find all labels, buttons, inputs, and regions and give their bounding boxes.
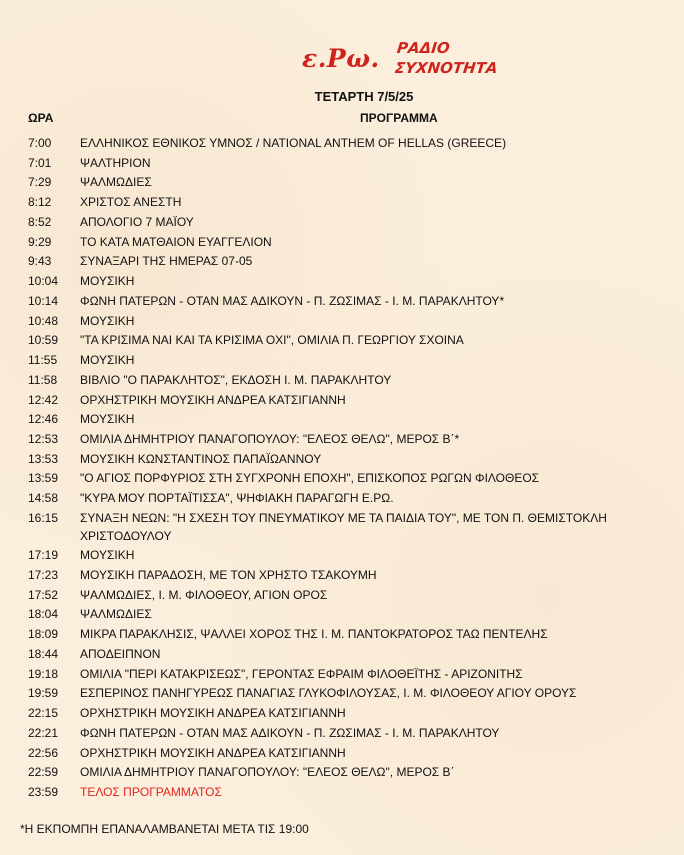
schedule-program: ΟΜΙΛΙΑ ΔΗΜΗΤΡΙΟΥ ΠΑΝΑΓΟΠΟΥΛΟΥ: "ΕΛΕΟΣ ΘΕΛΩ", ΜΕΡΟΣ Β΄* (80, 432, 460, 447)
schedule-program: ΧΡΙΣΤΟΣ ΑΝΕΣΤΗ (80, 195, 182, 210)
schedule-program: "Ο ΑΓΙΟΣ ΠΟΡΦΥΡΙΟΣ ΣΤΗ ΣΥΓΧΡΟΝΗ ΕΠΟΧΗ", ΕΠΙΣΚΟΠΟΣ ΡΩΓΩΝ ΦΙΛΟΘΕΟΣ (80, 471, 540, 486)
schedule-program: ΒΙΒΛΙΟ "Ο ΠΑΡΑΚΛΗΤΟΣ", ΕΚΔΟΣΗ Ι. Μ. ΠΑΡΑΚΛΗΤΟΥ (80, 372, 392, 387)
schedule-time: 22:21 (28, 725, 59, 740)
schedule-row (28, 666, 668, 684)
schedule-time: 7:01 (28, 155, 52, 170)
schedule-row (28, 567, 668, 585)
schedule-time: 10:04 (28, 274, 59, 289)
schedule-time: 18:44 (28, 646, 59, 661)
schedule-time: 7:29 (28, 175, 52, 190)
schedule-row (28, 174, 668, 192)
schedule-row (28, 372, 668, 390)
schedule-list (28, 135, 668, 804)
schedule-row (28, 705, 668, 723)
schedule-time: 22:56 (28, 745, 59, 760)
schedule-program: ΜΟΥΣΙΚΗ (80, 274, 135, 289)
schedule-row (28, 155, 668, 173)
schedule-time: 17:52 (28, 587, 59, 602)
schedule-program: ΨΑΛΤΗΡΙΟΝ (80, 155, 151, 170)
schedule-time: 19:18 (28, 666, 59, 681)
schedule-time: 17:19 (28, 548, 59, 563)
schedule-program: ΨΑΛΜΩΔΙΕΣ (80, 175, 152, 190)
schedule-row (28, 234, 668, 252)
schedule-time: 13:59 (28, 471, 59, 486)
schedule-time: 18:09 (28, 627, 59, 642)
schedule-program: ΑΠΟΛΟΓΙΟ 7 ΜΑΪΟΥ (80, 214, 194, 229)
schedule-row-end (28, 784, 668, 802)
logo-mark: ε.Ρω. (302, 44, 380, 73)
schedule-program: ΣΥΝΑΞΗ ΝΕΩΝ: "Η ΣΧΕΣΗ ΤΟΥ ΠΝΕΥΜΑΤΙΚΟΥ ΜΕ ΤΑ ΠΑΙΔΙΑ ΤΟΥ", ΜΕ ΤΟΝ Π. ΘΕΜΙΣΤΟΚΛΗ ΧΡΙΣΤΟΔΟΥΛΟΥ (80, 510, 607, 543)
schedule-row (28, 490, 668, 508)
schedule-time: 8:12 (28, 195, 52, 210)
schedule-program: ΟΡΧΗΣΤΡΙΚΗ ΜΟΥΣΙΚΗ ΑΝΔΡΕΑ ΚΑΤΣΙΓΙΑΝΝΗ (80, 706, 346, 721)
column-header-time: ΩΡΑ (28, 111, 54, 125)
schedule-time: 9:43 (28, 254, 52, 269)
schedule-program: ΕΣΠΕΡΙΝΟΣ ΠΑΝΗΓΥΡΕΩΣ ΠΑΝΑΓΙΑΣ ΓΛΥΚΟΦΙΛΟΥΣΑΣ, Ι. Μ. ΦΙΛΟΘΕΟΥ ΑΓΙΟΥ ΟΡΟΥΣ (80, 686, 577, 701)
column-header-program: ΠΡΟΓΡΑΜΜΑ (360, 111, 438, 125)
schedule-row (28, 392, 668, 410)
schedule-row (28, 745, 668, 763)
schedule-row (28, 547, 668, 565)
schedule-program: ΤΕΛΟΣ ΠΡΟΓΡΑΜΜΑΤΟΣ (80, 785, 222, 800)
schedule-program: ΜΟΥΣΙΚΗ (80, 412, 135, 427)
schedule-program: ΨΑΛΜΩΔΙΕΣ (80, 607, 152, 622)
logo-line-1: ΡΑΔΙΟ (396, 39, 451, 57)
schedule-row (28, 273, 668, 291)
schedule-program: ΜΙΚΡΑ ΠΑΡΑΚΛΗΣΙΣ, ΨΑΛΛΕΙ ΧΟΡΟΣ ΤΗΣ Ι. Μ. ΠΑΝΤΟΚΡΑΤΟΡΟΣ ΤΑΩ ΠΕΝΤΕΛΗΣ (80, 627, 548, 642)
schedule-row (28, 685, 668, 703)
schedule-row (28, 451, 668, 469)
schedule-row (28, 253, 668, 271)
schedule-row (28, 764, 668, 782)
schedule-time: 22:15 (28, 706, 59, 721)
schedule-program: ΜΟΥΣΙΚΗ ΠΑΡΑΔΟΣΗ, ΜΕ ΤΟΝ ΧΡΗΣΤΟ ΤΣΑΚΟΥΜΗ (80, 568, 377, 583)
schedule-time: 17:23 (28, 568, 59, 583)
schedule-program: ΜΟΥΣΙΚΗ ΚΩΝΣΤΑΝΤΙΝΟΣ ΠΑΠΑΪΩΑΝΝΟΥ (80, 451, 322, 466)
logo-line-2: ΣΥΧΝΟΤΗΤΑ (394, 59, 499, 77)
schedule-row (28, 135, 668, 153)
schedule-time: 22:59 (28, 765, 59, 780)
schedule-row (28, 626, 668, 644)
schedule-time: 14:58 (28, 491, 59, 506)
schedule-program: ΕΛΛΗΝΙΚΟΣ ΕΘΝΙΚΟΣ ΥΜΝΟΣ / NATIONAL ANTHEM OF HELLAS (GREECE) (80, 136, 507, 150)
schedule-time: 12:46 (28, 412, 59, 427)
schedule-program: ΜΟΥΣΙΚΗ (80, 548, 135, 563)
schedule-program: ΑΠΟΔΕΙΠΝΟΝ (80, 646, 161, 661)
schedule-time: 8:52 (28, 214, 52, 229)
schedule-program: ΦΩΝΗ ΠΑΤΕΡΩΝ - ΟΤΑΝ ΜΑΣ ΑΔΙΚΟΥΝ - Π. ΖΩΣΙΜΑΣ - Ι. Μ. ΠΑΡΑΚΛΗΤΟΥ* (80, 293, 505, 308)
schedule-time: 23:59 (28, 785, 59, 800)
footnote: *Η ΕΚΠΟΜΠΗ ΕΠΑΝΑΛΑΜΒΑΝΕΤΑΙ ΜΕΤΑ ΤΙΣ 19:00 (20, 822, 309, 836)
schedule-program: ΜΟΥΣΙΚΗ (80, 353, 135, 368)
schedule-row (28, 470, 668, 488)
schedule-program: ΜΟΥΣΙΚΗ (80, 313, 135, 328)
schedule-row (28, 646, 668, 664)
schedule-date: ΤΕΤΑΡΤΗ 7/5/25 (314, 89, 414, 104)
schedule-program: "ΤΑ ΚΡΙΣΙΜΑ ΝΑΙ ΚΑΙ ΤΑ ΚΡΙΣΙΜΑ ΟΧΙ", ΟΜΙΛΙΑ Π. ΓΕΩΡΓΙΟΥ ΣΧΟΙΝΑ (80, 333, 464, 348)
schedule-program: ΣΥΝΑΞΑΡΙ ΤΗΣ ΗΜΕΡΑΣ 07-05 (80, 254, 253, 269)
schedule-row (28, 606, 668, 624)
schedule-time: 12:53 (28, 432, 59, 447)
schedule-row (28, 214, 668, 232)
schedule-row (28, 293, 668, 311)
schedule-time: 9:29 (28, 234, 52, 249)
schedule-time: 10:14 (28, 293, 59, 308)
schedule-time: 16:15 (28, 510, 59, 525)
logo-text (394, 38, 501, 78)
schedule-time: 13:53 (28, 451, 59, 466)
station-logo (302, 38, 522, 88)
schedule-program: ΦΩΝΗ ΠΑΤΕΡΩΝ - ΟΤΑΝ ΜΑΣ ΑΔΙΚΟΥΝ - Π. ΖΩΣΙΜΑΣ - Ι. Μ. ΠΑΡΑΚΛΗΤΟΥ (80, 725, 500, 740)
schedule-row (28, 313, 668, 331)
schedule-row (28, 332, 668, 350)
schedule-row (28, 194, 668, 212)
schedule-row (28, 510, 668, 545)
schedule-row (28, 411, 668, 429)
schedule-time: 10:48 (28, 313, 59, 328)
schedule-program: ΟΡΧΗΣΤΡΙΚΗ ΜΟΥΣΙΚΗ ΑΝΔΡΕΑ ΚΑΤΣΙΓΙΑΝΝΗ (80, 392, 346, 407)
schedule-program: ΨΑΛΜΩΔΙΕΣ, Ι. Μ. ΦΙΛΟΘΕΟΥ, ΑΓΙΟΝ ΟΡΟΣ (80, 587, 328, 602)
schedule-program: ΟΜΙΛΙΑ "ΠΕΡΙ ΚΑΤΑΚΡΙΣΕΩΣ", ΓΕΡΟΝΤΑΣ ΕΦΡΑΙΜ ΦΙΛΟΘΕΪΤΗΣ - ΑΡΙΖΟΝΙΤΗΣ (80, 666, 523, 681)
schedule-time: 7:00 (28, 136, 52, 150)
schedule-time: 18:04 (28, 607, 59, 622)
schedule-time: 10:59 (28, 333, 59, 348)
schedule-time: 11:55 (28, 353, 58, 368)
schedule-program: ΤΟ ΚΑΤΑ ΜΑΤΘΑΙΟΝ ΕΥΑΓΓΕΛΙΟΝ (80, 234, 272, 249)
schedule-program: ΟΡΧΗΣΤΡΙΚΗ ΜΟΥΣΙΚΗ ΑΝΔΡΕΑ ΚΑΤΣΙΓΙΑΝΝΗ (80, 745, 346, 760)
schedule-row (28, 587, 668, 605)
schedule-row (28, 352, 668, 370)
schedule-program: "ΚΥΡΑ ΜΟΥ ΠΟΡΤΑΪΤΙΣΣΑ", ΨΗΦΙΑΚΗ ΠΑΡΑΓΩΓΗ Ε.ΡΩ. (80, 491, 394, 506)
schedule-program: ΟΜΙΛΙΑ ΔΗΜΗΤΡΙΟΥ ΠΑΝΑΓΟΠΟΥΛΟΥ: "ΕΛΕΟΣ ΘΕΛΩ", ΜΕΡΟΣ Β΄ (80, 765, 455, 780)
schedule-time: 11:58 (28, 372, 58, 387)
schedule-time: 12:42 (28, 392, 59, 407)
schedule-row (28, 725, 668, 743)
schedule-row (28, 431, 668, 449)
schedule-time: 19:59 (28, 686, 59, 701)
